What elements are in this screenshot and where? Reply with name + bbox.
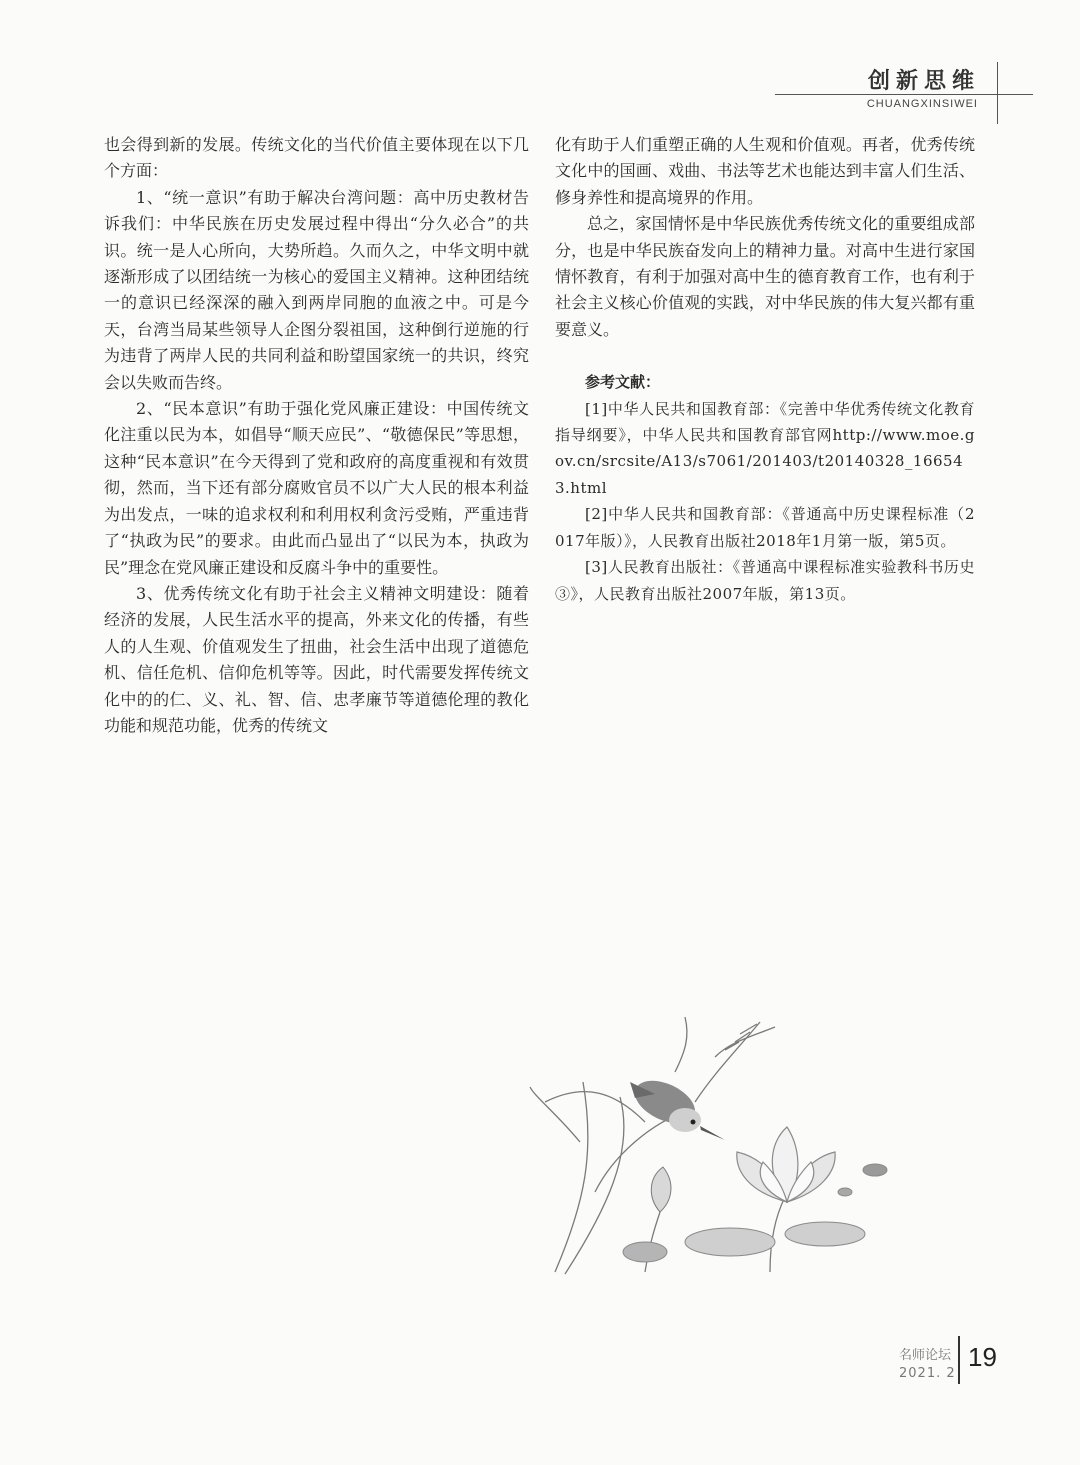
issue-date: 2021. 2 [899, 1366, 956, 1381]
paragraph: 3、优秀传统文化有助于社会主义精神文明建设：随着经济的发展，人民生活水平的提高，外来文化的传播，有些人的人生观、价值观发生了扭曲，社会生活中出现了道德危机、信任危机、信仰危机等等。因此，时代需要发挥传统文化中的的仁、义、礼、智、信、忠孝廉节等道德伦理的教化功能和规范功能，优秀的传统文 [104, 583, 529, 735]
paragraph: 1、“统一意识”有助于解决台湾问题：高中历史教材告诉我们：中华民族在历史发展过程中得出“分久必合”的共识。统一是人心所向，大势所趋。久而久之，中华文明中就逐渐形成了以团结统一为核心的爱国主义精神。这种团结统一的意识已经深深的融入到两岸同胞的血液之中。可是今天，台湾当局某些领导人企图分裂祖国，这种倒行逆施的行为违背了两岸人民的共同利益和盼望国家统一的共识，终究会以失败而告终。 [104, 187, 529, 392]
magazine-name: 名师论坛 [899, 1348, 952, 1363]
footer-divider [958, 1336, 960, 1384]
reference-item: [3]人民教育出版社：《普通高中课程标准实验教科书历史③》，人民教育出版社2007年版，第13页。 [555, 558, 975, 603]
paragraph: 也会得到新的发展。传统文化的当代价值主要体现在以下几个方面： [104, 135, 529, 181]
header-divider [997, 62, 998, 124]
header-rule [775, 94, 1033, 95]
page-number: 19 [968, 1342, 997, 1372]
paragraph: 总之，家国情怀是中华民族优秀传统文化的重要组成部分，也是中华民族奋发向上的精神力量。对高中生进行家国情怀教育，有利于加强对高中生的德育教育工作，也有利于社会主义核心价值观的实践，对中华民族的伟大复兴都有重要意义。 [555, 214, 975, 339]
paragraph: 化有助于人们重塑正确的人生观和价值观。再者，优秀传统文化中的国画、戏曲、书法等艺术也能达到丰富人们生活、修身养性和提高境界的作用。 [555, 135, 975, 207]
lotus-kingfisher-illustration [525, 1002, 970, 1280]
left-column [104, 132, 529, 739]
paragraph: 2、“民本意识”有助于强化党风廉正建设：中国传统文化注重以民为本，如倡导“顺天应民”、“敬德保民”等思想，这种“民本意识”在今天得到了党和政府的高度重视和有效贯彻，然而，当下还有部分腐败官员不以广大人民的根本利益为出发点，一味的追求权利和利用权利贪污受贿，严重违背了“执政为民”的要求。由此而凸显出了“以民为本，执政为民”理念在党风廉正建设和反腐斗争中的重要性。 [104, 399, 529, 577]
references-title: 参考文献： [585, 373, 661, 392]
section-pinyin: CHUANGXINSIWEI [866, 98, 978, 110]
right-column [555, 132, 975, 607]
section-title: 创新思维 [867, 69, 980, 94]
lotus-flower-icon [737, 1127, 835, 1202]
reference-item: [1]中华人民共和国教育部：《完善中华优秀传统文化教育指导纲要》，中华人民共和国教育部官网http://www.moe.gov.cn/srcsite/A13/s7061/201403/t20140328_166543.html [555, 399, 975, 497]
reference-item: [2]中华人民共和国教育部：《普通高中历史课程标准（2017年版）》，人民教育出版社2018年1月第一版，第5页。 [555, 505, 975, 550]
kingfisher-icon [628, 1072, 725, 1140]
